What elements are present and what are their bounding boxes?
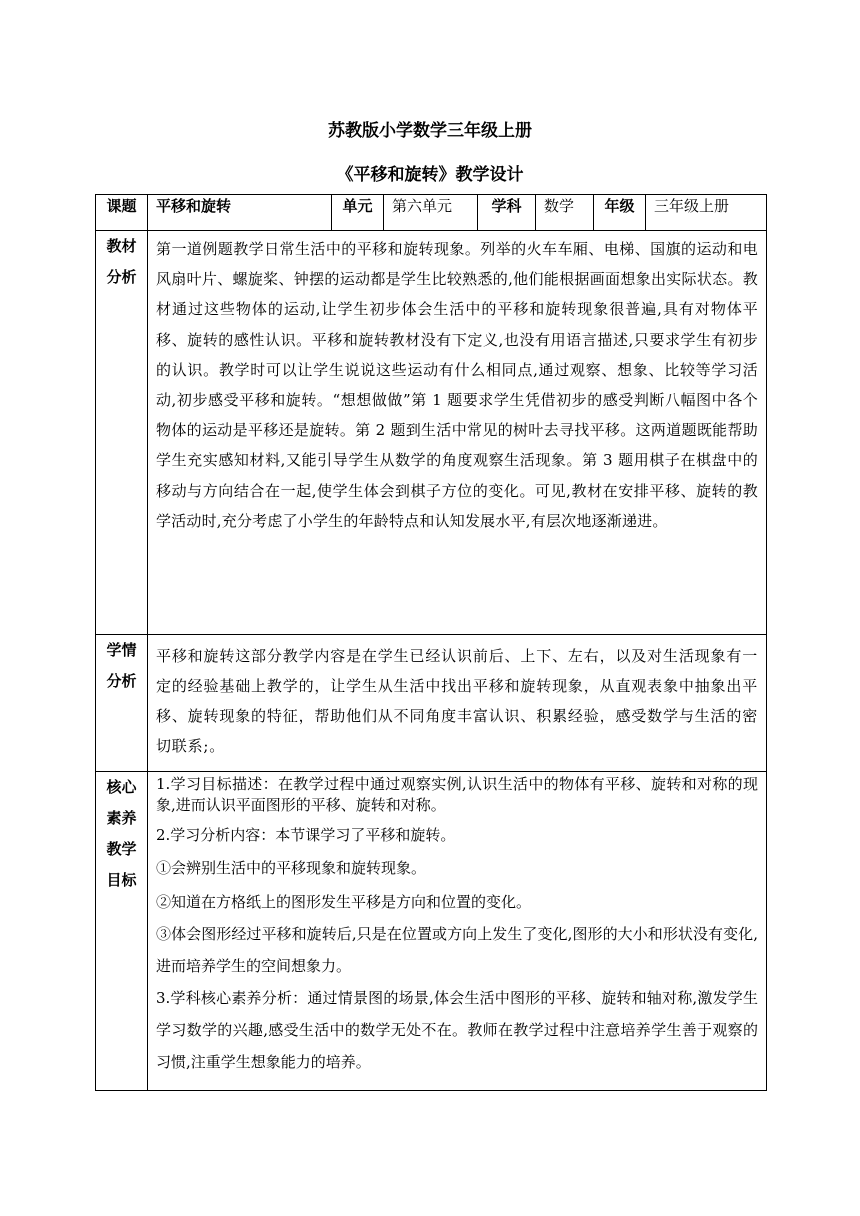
textbook-analysis-row (96, 231, 767, 635)
learner-analysis-label: 学情 分析 (96, 635, 148, 772)
core-goals-content (148, 772, 767, 1091)
learner-analysis-content (148, 635, 767, 772)
textbook-analysis-content (148, 231, 767, 635)
grade-label: 年级 (594, 195, 646, 231)
lesson-plan-table (95, 194, 767, 1091)
grade-value: 三年级上册 (646, 195, 767, 231)
learner-analysis-text: 平移和旋转这部分教学内容是在学生已经认识前后、上下、左右，以及对生活现象有一定的经验基础上教学的，让学生从生活中找出平移和旋转现象，从直观表象中抽象出平移、旋转现象的特征，帮助他们从不同角度丰富认识、积累经验，感受数学与生活的密切联系;。 (156, 647, 758, 755)
course-label: 课题 (96, 195, 148, 231)
goal-3-text: 3.学科核心素养分析：通过情景图的场景,体会生活中图形的平移、旋转和轴对称,激发学生学习数学的兴趣,感受生活中的数学无处不在。教师在教学过程中注意培养学生善于观察的习惯,注重学生想象能力的培养。 (156, 989, 758, 1071)
textbook-analysis-label: 教材 分析 (96, 231, 148, 635)
subject-value: 数学 (536, 195, 594, 231)
goal-2-text: 2.学习分析内容：本节课学习了平移和旋转。 (156, 826, 456, 844)
goal-item-3: ③体会图形经过平移和旋转后,只是在位置或方向上发生了变化,图形的大小和形状没有变化,进而培养学生的空间想象力。 (156, 925, 758, 975)
subject-label: 学科 (478, 195, 536, 231)
course-value: 平移和旋转 (148, 195, 332, 231)
unit-label: 单元 (332, 195, 384, 231)
document-title: 苏教版小学数学三年级上册 (328, 121, 532, 141)
unit-value: 第六单元 (384, 195, 478, 231)
textbook-analysis-text: 第一道例题教学日常生活中的平移和旋转现象。列举的火车车厢、电梯、国旗的运动和电风扇叶片、螺旋桨、钟摆的运动都是学生比较熟悉的,他们能根据画面想象出实际状态。教材通过这些物体的运动,让学生初步体会生活中的平移和旋转现象很普遍,具有对物体平移、旋转的感性认识。平移和旋转教材没有下定义,也没有用语言描述,只要求学生有初步的认识。教学时可以让学生说说这些运动有什么相同点,通过观察、想象、比较等学习活动,初步感受平移和旋转。“想想做做”第 1 题要求学生凭借初步的感受判断八幅图中各个物体的运动是平移还是旋转。第 2 题到生活中常见的树叶去寻找平移。这两道题既能帮助学生充实感知材料,又能引导学生从数学的角度观察生活现象。第 3 题用棋子在棋盘中的移动与方向结合在一起,使学生体会到棋子方位的变化。可见,教材在安排平移、旋转的教学活动时,充分考虑了小学生的年龄特点和认知发展水平,有层次地逐渐递进。 (156, 240, 758, 530)
core-goals-row (96, 772, 767, 1091)
header-row (96, 195, 767, 231)
core-goals-label: 核心 素养 教学 目标 (96, 772, 148, 1091)
goal-item-2: ②知道在方格纸上的图形发生平移是方向和位置的变化。 (156, 893, 532, 911)
document-subtitle: 《平移和旋转》教学设计 (336, 165, 524, 185)
goal-1-text: 1.学习目标描述：在教学过程中通过观察实例,认识生活中的物体有平移、旋转和对称的现象,进而认识平面图形的平移、旋转和对称。 (156, 775, 758, 814)
goal-item-1: ①会辨别生活中的平移现象和旋转现象。 (156, 859, 427, 877)
learner-analysis-row (96, 635, 767, 772)
